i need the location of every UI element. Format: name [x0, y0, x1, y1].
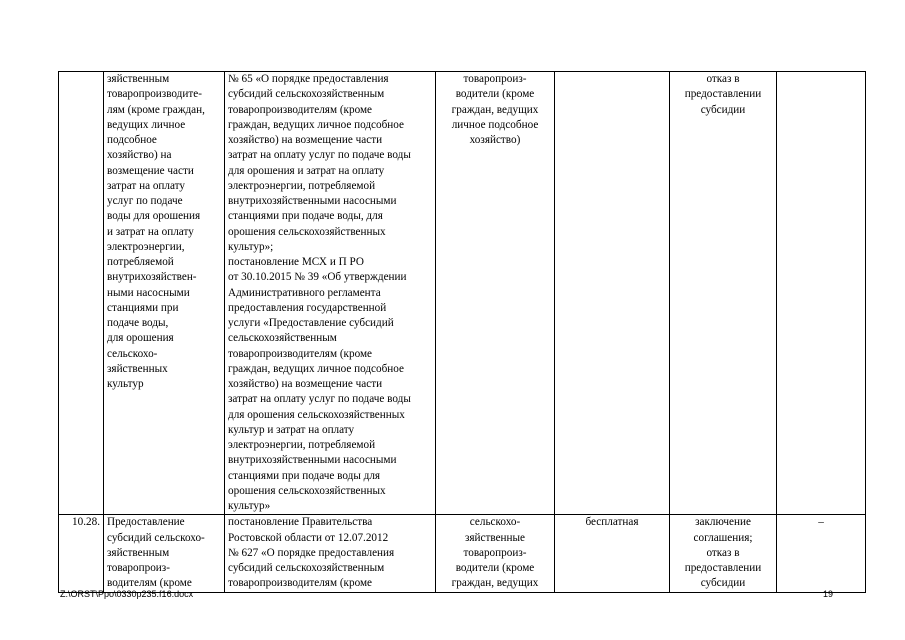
- fee: [555, 72, 670, 515]
- extra-note: [777, 72, 866, 515]
- recipients: товаропроиз- водители (кроме граждан, ведущих личное подсобное хозяйство): [436, 72, 555, 515]
- row-number: 10.28.: [59, 515, 104, 592]
- table-row: [59, 72, 866, 515]
- legal-basis: № 65 «О порядке предоставления субсидий сельскохозяйственным товаропроизводителям (кроме граждан, ведущих личное подсобное хозяйство) на возмещение части затрат на оплату услуг по подаче воды для орошения и затрат на оплату электроэнергии, потребляемой внутрихозяйственными насосными станциями при подаче воды, для орошения сельскохозяйственных культур»; постановление МСХ и П РО от 30.10.2015 № 39 «Об утверждении Административного регламента предоставления государственной услуги «Предоставление субсидий сельскохозяйственным товаропроизводителям (кроме граждан, ведущих личное подсобное хозяйство) на возмещение части затрат на оплату услуг по подаче воды для орошения сельскохозяйственных культур и затрат на оплату электроэнергии, потребляемой внутрихозяйственными насосными станциями при подаче воды для орошения сельскохозяйственных культур»: [225, 72, 436, 515]
- service-name: Предоставление субсидий сельскохо- зяйственным товаропроиз- водителям (кроме: [104, 515, 225, 592]
- footer-file-path: Z:\ORST\Ppo\0330p235.f16.docx: [60, 589, 194, 599]
- result: заключение соглашения; отказ в предоставлении субсидии: [670, 515, 777, 592]
- row-number: [59, 72, 104, 515]
- legal-basis: постановление Правительства Ростовской области от 12.07.2012 № 627 «О порядке предоставления субсидий сельскохозяйственным товаропроизводителям (кроме: [225, 515, 436, 592]
- recipients: сельскохо- зяйственные товаропроиз- водители (кроме граждан, ведущих: [436, 515, 555, 592]
- extra-note: –: [777, 515, 866, 592]
- table-row: [59, 515, 866, 592]
- services-table: [58, 71, 866, 593]
- page-number: 19: [822, 589, 833, 599]
- fee: бесплатная: [555, 515, 670, 592]
- service-name: зяйственным товаропроизводите- лям (кроме граждан, ведущих личное подсобное хозяйство) на возмещение части затрат на оплату услуг по подаче воды для орошения и затрат на оплату электроэнергии, потребляемой внутрихозяйствен- ными насосными станциями при подаче воды, для орошения сельскохо- зяйственных культур: [104, 72, 225, 515]
- result: отказ в предоставлении субсидии: [670, 72, 777, 515]
